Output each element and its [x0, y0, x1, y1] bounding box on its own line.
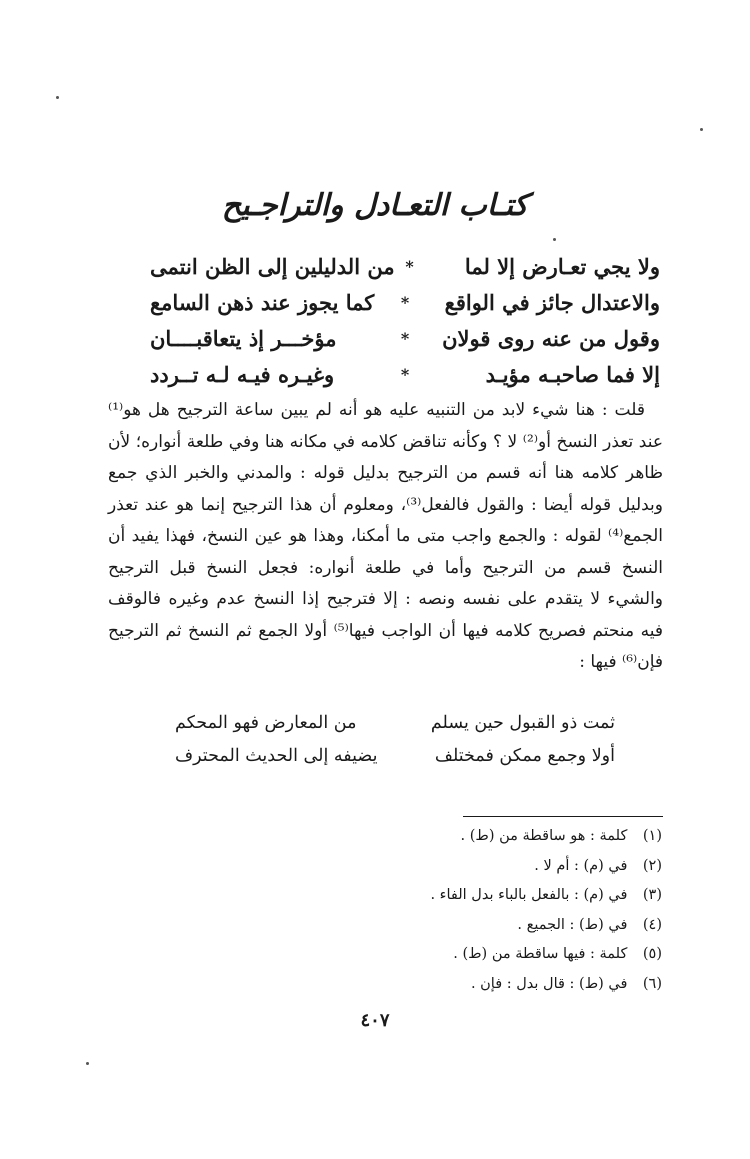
- verse-second-hemistich: يضيفه إلى الحديث المحترف: [175, 746, 378, 766]
- footnotes: [262, 822, 662, 999]
- poem-first-hemistich: إلا فما صاحبـه مؤيـد: [485, 361, 660, 387]
- footnote-text: كلمة : هو ساقطة من (ط) .: [460, 828, 628, 844]
- commentary-text: قلت : هنا شيء لابد من التنبيه عليه هو أنه لم يبين ساعة الترجيح هل هو⁽¹⁾ عند تعذر النسخ أو⁽²⁾ لا ؟ وكأنه تناقض كلامه في مكانه هنا وفي طلعة أنواره؛ لأن ظاهر كلامه هنا أنه قسم من الترجيح بدليل قوله : والمدني والخبر الذي جمع وبدليل قوله أيضا : والقول فالفعل⁽³⁾، ومعلوم أن هذا الترجيح إنما هو عند تعذر الجمع⁽⁴⁾ لقوله : والجمع واجب متى ما أمكنا، وهذا هو عين النسخ، فهذا يفيد أن النسخ قسم من الترجيح وأما في طلعة أنواره: فجعل النسخ قبل الترجيح والشيء لا يتقدم على نفسه ونصه : إلا فترجيح إذا النسخ عدم وغيره فالوقف فيه منحتم فصريح كلامه فيها أن الواجب فيها⁽⁵⁾ أولا الجمع ثم النسخ ثم الترجيح فإن⁽⁶⁾ فيها :: [108, 400, 664, 672]
- footnote: [262, 852, 662, 882]
- verse-line: [175, 713, 615, 746]
- verse-first-hemistich: أولا وجمع ممكن فمختلف: [434, 746, 615, 766]
- poem-first-hemistich: والاعتدال جائز في الواقع: [444, 289, 660, 315]
- footnote-divider: [463, 816, 663, 817]
- verse-first-hemistich: ثمت ذو القبول حين يسلم: [430, 713, 615, 733]
- star-separator: *: [400, 292, 410, 312]
- poem-line: [150, 320, 660, 356]
- footnote: [262, 970, 662, 1000]
- footnote-text: في (ط) : قال بدل : فإن .: [470, 975, 628, 992]
- star-separator: *: [405, 256, 414, 276]
- footnote: [262, 881, 662, 911]
- poem-line: [150, 284, 660, 320]
- footnote-text: كلمة : فيها ساقطة من (ط) .: [453, 946, 628, 962]
- poem-first-hemistich: وقول من عنه روى قولان: [442, 325, 660, 351]
- footnote-text: في (ط) : الجميع .: [517, 916, 628, 933]
- footnote-number: (٥): [642, 946, 662, 962]
- footnote-number: (١): [642, 828, 662, 844]
- commentary-paragraph: [108, 395, 663, 679]
- footnote: [262, 911, 662, 941]
- poem-block: [150, 248, 660, 392]
- footnote-number: (٣): [642, 887, 662, 903]
- star-separator: *: [400, 328, 410, 348]
- scan-speck: [86, 1062, 89, 1065]
- footnote: [262, 940, 662, 970]
- footnote-number: (٢): [642, 857, 662, 874]
- star-separator: *: [400, 364, 410, 384]
- chapter-title: كتـاب التعـادل والتراجـيح: [221, 188, 529, 223]
- poem-line: [150, 356, 660, 392]
- footnote-number: (٦): [642, 975, 662, 992]
- footnote-number: (٤): [642, 916, 662, 933]
- poem-second-hemistich: كما يجوز عند ذهن السامع: [150, 289, 375, 315]
- poem-first-hemistich: ولا يجي تعـارض إلا لما: [464, 253, 660, 279]
- verse-second-hemistich: من المعارض فهو المحكم: [175, 713, 357, 733]
- poem-second-hemistich: مؤخـــر إذ يتعاقبــــان: [150, 325, 337, 351]
- footnote-text: في (م) : أم لا .: [534, 857, 628, 874]
- poem-line: [150, 248, 660, 284]
- page-number: ٤٠٧: [360, 1010, 390, 1031]
- footnote-text: في (م) : بالفعل بالباء بدل الفاء .: [430, 887, 628, 903]
- poem-second-hemistich: من الدليلين إلى الظن انتمى: [150, 253, 395, 279]
- scan-speck: [56, 96, 59, 99]
- scan-speck: [700, 128, 703, 131]
- poem-second-hemistich: وغيـره فيـه لـه تــردد: [150, 361, 335, 387]
- verse-line: [175, 746, 615, 779]
- footnote: [262, 822, 662, 852]
- scan-speck: [553, 238, 556, 241]
- quoted-verse-block: [175, 713, 615, 779]
